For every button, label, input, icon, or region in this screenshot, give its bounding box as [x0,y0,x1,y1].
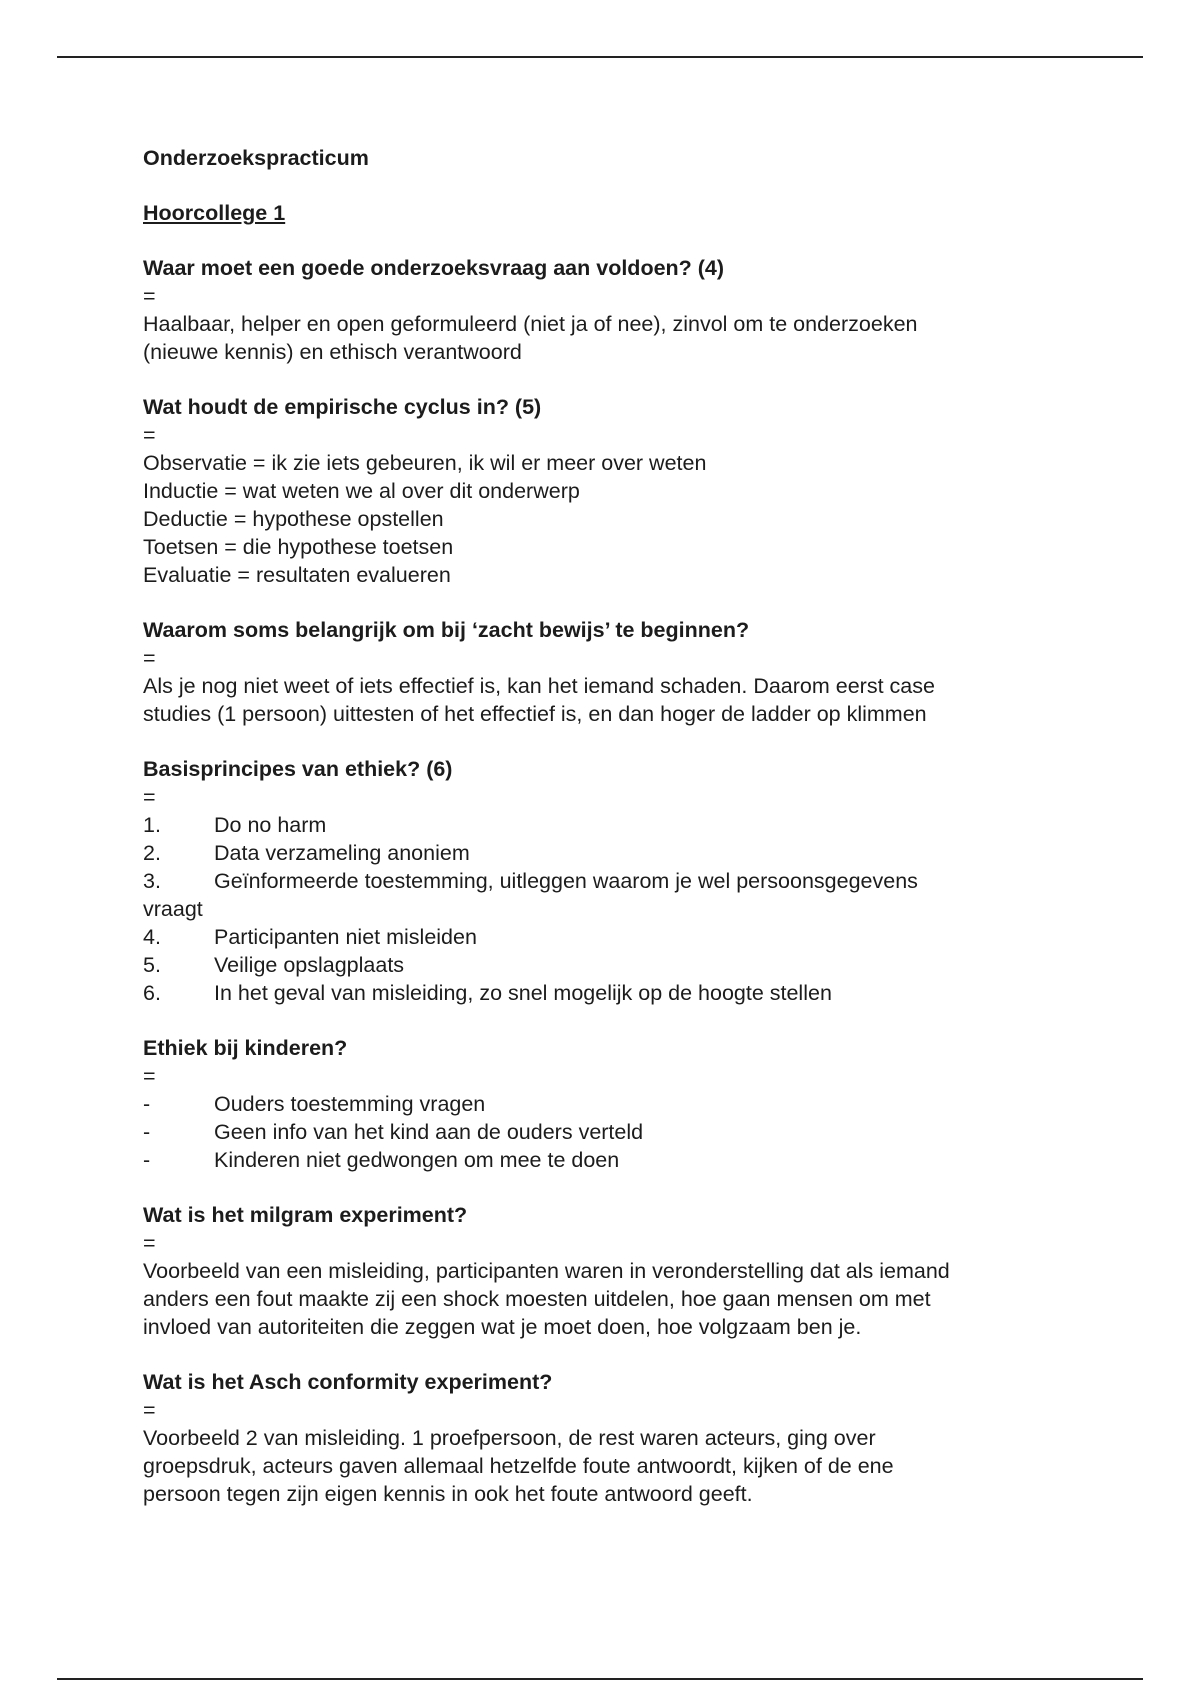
list-item [143,979,1093,1007]
list-item-text: Do no harm [214,813,327,837]
list-item-text: In het geval van misleiding, zo snel mogelijk op de hoogte stellen [214,981,832,1005]
list-item [143,811,1093,839]
answer-line: groepsdruk, acteurs gaven allemaal hetzelfde foute antwoordt, kijken of de ene [143,1454,894,1478]
list-item-continuation: vraagt [143,897,203,921]
equals-sign: = [143,284,156,308]
document-body [143,144,1093,1535]
section-empirical-cycle [143,393,1093,589]
answer-line: Deductie = hypothese opstellen [143,507,444,531]
list-item [143,951,1093,979]
list-item-text: Participanten niet misleiden [214,925,477,949]
list-item [143,923,1093,951]
footer-rule [57,1678,1143,1680]
answer-line: (nieuwe kennis) en ethisch verantwoord [143,340,522,364]
list-item-text: Kinderen niet gedwongen om mee te doen [214,1148,620,1172]
answer-line: Haalbaar, helper en open geformuleerd (niet ja of nee), zinvol om te onderzoeken [143,312,918,336]
equals-sign: = [143,1398,156,1422]
section-question: Wat is het Asch conformity experiment? [143,1370,553,1394]
answer-line: Als je nog niet weet of iets effectief is, kan het iemand schaden. Daarom eerst case [143,674,935,698]
section-question: Wat is het milgram experiment? [143,1203,468,1227]
list-marker: 2. [143,841,161,865]
equals-sign: = [143,785,156,809]
section-ethics-children [143,1034,1093,1174]
list-marker: - [143,1092,151,1116]
section-question: Ethiek bij kinderen? [143,1036,348,1060]
answer-line: Observatie = ik zie iets gebeuren, ik wil er meer over weten [143,451,707,475]
list-item [143,839,1093,867]
list-marker: 5. [143,953,161,977]
section-ethics-principles [143,755,1093,1007]
list-marker: - [143,1120,151,1144]
section-milgram [143,1201,1093,1341]
header-rule [57,56,1143,58]
answer-line: Voorbeeld 2 van misleiding. 1 proefpersoon, de rest waren acteurs, ging over [143,1426,876,1450]
list-item [143,1090,1093,1118]
list-item-text: Geen info van het kind aan de ouders verteld [214,1120,644,1144]
section-question: Basisprincipes van ethiek? (6) [143,757,453,781]
list-item [143,1146,1093,1174]
answer-line: studies (1 persoon) uittesten of het effectief is, en dan hoger de ladder op klimmen [143,702,927,726]
list-item-text: Veilige opslagplaats [214,953,405,977]
list-item-text: Data verzameling anoniem [214,841,470,865]
list-marker: 1. [143,813,161,837]
section-question: Wat houdt de empirische cyclus in? (5) [143,395,542,419]
section-question: Waar moet een goede onderzoeksvraag aan voldoen? (4) [143,256,725,280]
list-item [143,867,1093,895]
list-item [143,1118,1093,1146]
answer-line: Evaluatie = resultaten evalueren [143,563,451,587]
equals-sign: = [143,1231,156,1255]
answer-line: Inductie = wat weten we al over dit onderwerp [143,479,580,503]
section-question: Waarom soms belangrijk om bij ‘zacht bewijs’ te beginnen? [143,618,750,642]
list-marker: 6. [143,981,161,1005]
list-marker: 3. [143,869,161,893]
answer-line: persoon tegen zijn eigen kennis in ook het foute antwoord geeft. [143,1482,753,1506]
list-marker: 4. [143,925,161,949]
list-item-text: Ouders toestemming vragen [214,1092,486,1116]
answer-line: anders een fout maakte zij een shock moesten uitdelen, hoe gaan mensen om met [143,1287,931,1311]
equals-sign: = [143,646,156,670]
document-title: Onderzoekspracticum [143,146,369,170]
answer-line: Toetsen = die hypothese toetsen [143,535,454,559]
section-soft-evidence [143,616,1093,728]
answer-line: invloed van autoriteiten die zeggen wat je moet doen, hoe volgzaam ben je. [143,1315,862,1339]
equals-sign: = [143,423,156,447]
list-item-text: Geïnformeerde toestemming, uitleggen waarom je wel persoonsgegevens [214,869,918,893]
section-research-question [143,254,1093,366]
lecture-heading: Hoorcollege 1 [143,201,286,225]
section-asch [143,1368,1093,1508]
answer-line: Voorbeeld van een misleiding, participanten waren in veronderstelling dat als iemand [143,1259,950,1283]
list-marker: - [143,1148,151,1172]
equals-sign: = [143,1064,156,1088]
